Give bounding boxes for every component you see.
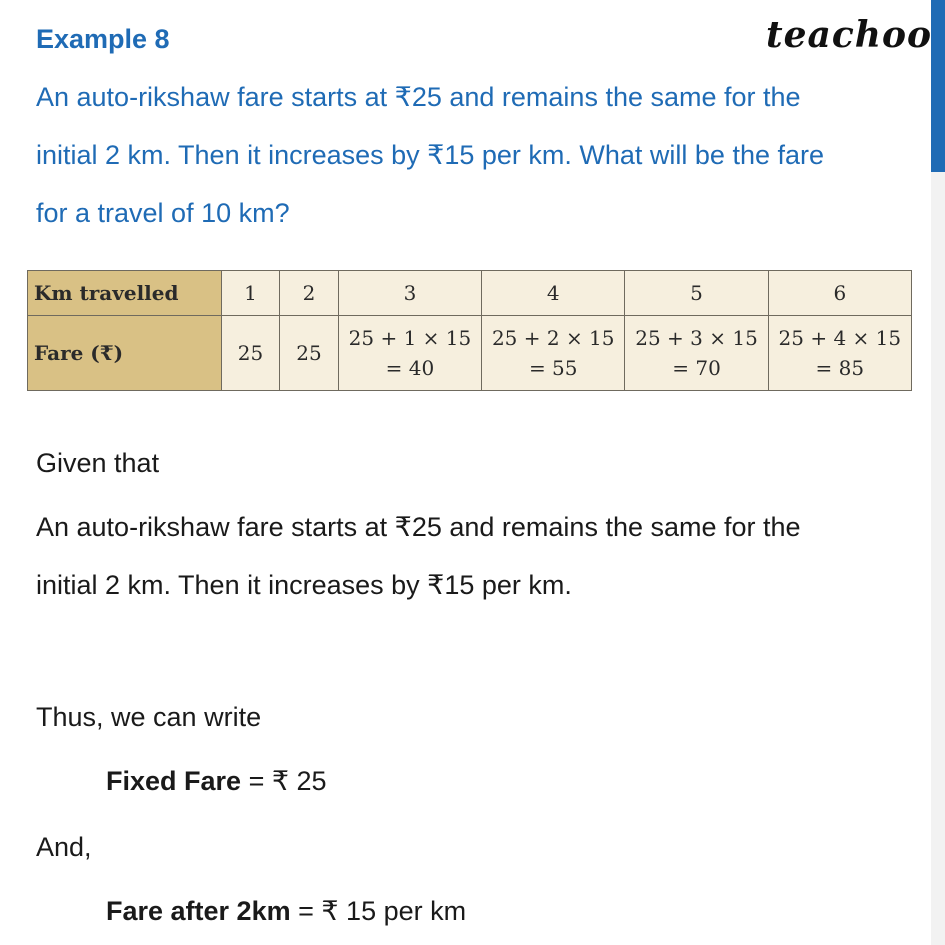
km-cell: 4 xyxy=(482,271,625,316)
fare-after-line xyxy=(106,896,466,927)
fare-result: = 85 xyxy=(815,356,865,380)
km-cell: 5 xyxy=(625,271,768,316)
fare-expression: 25 + 2 × 15 xyxy=(491,326,615,350)
fare-cell xyxy=(625,316,768,391)
fare-cell: 25 xyxy=(280,316,339,391)
statement-line-2: initial 2 km. Then it increases by ₹15 per km. xyxy=(36,570,572,600)
thus-text: Thus, we can write xyxy=(36,702,262,732)
given-that-text: Given that xyxy=(36,448,160,478)
table-row-km xyxy=(28,271,912,316)
statement-line-1: An auto-rikshaw fare starts at ₹25 and remains the same for the xyxy=(36,512,801,542)
km-travelled-header: Km travelled xyxy=(28,271,222,316)
fixed-fare-line xyxy=(106,766,327,797)
fare-after-value: = ₹ 15 per km xyxy=(290,896,467,926)
fare-expression: 25 + 4 × 15 xyxy=(778,326,902,350)
fare-header: Fare (₹) xyxy=(28,316,222,391)
fare-after-label: Fare after 2km xyxy=(106,896,291,926)
fare-cell xyxy=(338,316,481,391)
fixed-fare-value: = ₹ 25 xyxy=(241,766,327,796)
question-line-2: initial 2 km. Then it increases by ₹15 per km. What will be the fare xyxy=(36,140,825,170)
km-cell: 1 xyxy=(221,271,280,316)
fixed-fare-label: Fixed Fare xyxy=(106,766,242,796)
fare-result: = 70 xyxy=(672,356,721,380)
fare-expression: 25 + 3 × 15 xyxy=(635,326,758,350)
example-title: Example 8 xyxy=(36,24,170,54)
question-line-1: An auto-rikshaw fare starts at ₹25 and remains the same for the xyxy=(36,82,801,112)
fare-cell xyxy=(482,316,625,391)
and-text: And, xyxy=(36,832,92,862)
km-cell: 2 xyxy=(280,271,339,316)
fare-result: = 55 xyxy=(528,356,578,380)
km-cell: 6 xyxy=(768,271,911,316)
km-cell: 3 xyxy=(338,271,481,316)
fare-cell: 25 xyxy=(221,316,280,391)
question-line-3: for a travel of 10 km? xyxy=(36,198,290,228)
fare-expression: 25 + 1 × 15 xyxy=(348,326,472,350)
fare-result: = 40 xyxy=(385,356,435,380)
scrollbar-thumb[interactable] xyxy=(931,0,945,172)
teachoo-logo: teachoo xyxy=(766,14,932,56)
fare-cell xyxy=(768,316,911,391)
fare-table xyxy=(27,270,912,391)
table-row-fare xyxy=(28,316,912,391)
